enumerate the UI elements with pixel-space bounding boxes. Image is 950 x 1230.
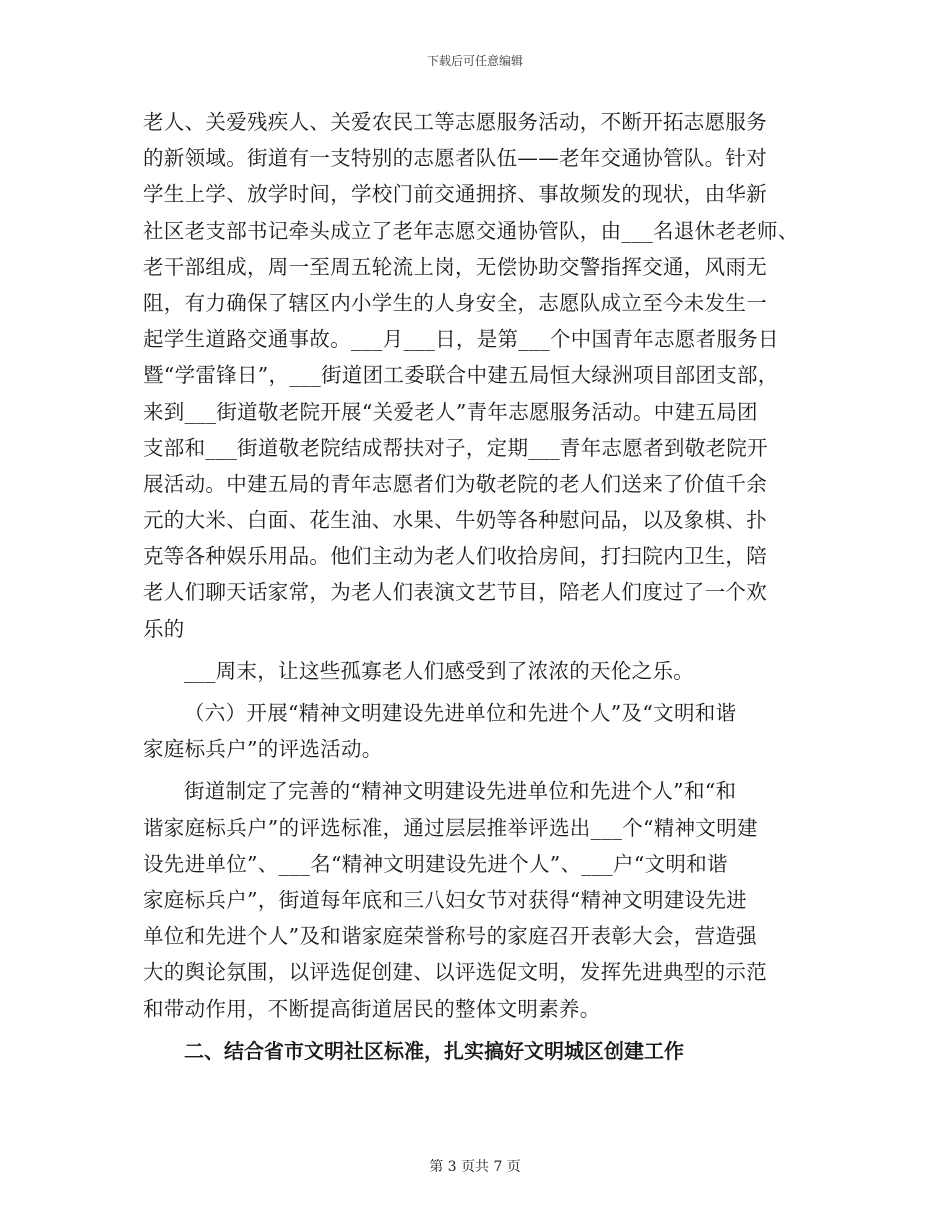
body-line: 支部和___街道敬老院结成帮扶对子，定期___青年志愿者到敬老院开	[143, 435, 768, 460]
body-line: 单位和先进个人”及和谐家庭荣誉称号的家庭召开表彰大会，营造强	[143, 924, 757, 949]
body-line: 的新领域。街道有一支特别的志愿者队伍——老年交通协管队。针对	[143, 146, 767, 171]
body-line: 来到___街道敬老院开展“关爱老人”青年志愿服务活动。中建五局团	[143, 399, 758, 424]
body-line: 阻，有力确保了辖区内小学生的人身安全，志愿队成立至今未发生一	[143, 290, 767, 315]
body-line: 大的舆论氛围，以评选促创建、以评选促文明，发挥先进典型的示范	[143, 960, 767, 985]
section-heading: 二、结合省市文明社区标准，扎实搞好文明城区创建工作	[184, 1038, 684, 1063]
body-line: 和带动作用，不断提高街道居民的整体文明素养。	[143, 996, 601, 1021]
section-title-line: 家庭标兵户”的评选活动。	[143, 737, 383, 762]
body-line: 老干部组成，周一至周五轮流上岗，无偿协助交警指挥交通，风雨无	[143, 254, 767, 279]
body-line: 暨“学雷锋日”，___街道团工委联合中建五局恒大绿洲项目部团支部，	[143, 363, 779, 388]
body-line: 家庭标兵户”，街道每年底和三八妇女节对获得“精神文明建设先进	[143, 887, 747, 912]
page-footer: 第 3 页共 7 页	[429, 1159, 521, 1175]
body-line: 设先进单位”、___名“精神文明建设先进个人”、___户“文明和谐	[143, 851, 728, 876]
body-line: ___周末，让这些孤寡老人们感受到了浓浓的天伦之乐。	[184, 658, 695, 683]
body-line: 展活动。中建五局的青年志愿者们为敬老院的老人们送来了价值千余	[143, 471, 767, 496]
body-line: 元的大米、白面、花生油、水果、牛奶等各种慰问品，以及象棋、扑	[143, 508, 767, 533]
page-header: 下载后可任意编辑	[426, 54, 523, 68]
body-line: 克等各种娱乐用品。他们主动为老人们收拾房间，打扫院内卫生，陪	[143, 544, 767, 569]
body-line: 老人们聊天话家常，为老人们表演文艺节目，陪老人们度过了一个欢	[143, 580, 767, 605]
body-line: 学生上学、放学时间，学校门前交通拥挤、事故频发的现状，由华新	[143, 182, 767, 207]
body-line: 老人、关爱残疾人、关爱农民工等志愿服务活动，不断开拓志愿服务	[143, 110, 767, 134]
body-line: 街道制定了完善的“精神文明建设先进单位和先进个人”和“和	[184, 779, 737, 804]
body-line: 谐家庭标兵户”的评选标准，通过层层推举评选出___个“精神文明建	[143, 815, 758, 840]
body-line: 乐的	[143, 616, 185, 641]
body-line: 社区老支部书记牵头成立了老年志愿交通协管队，由___名退休老老师、	[143, 218, 799, 243]
body-line: 起学生道路交通事故。___月___日，是第___个中国青年志愿者服务日	[143, 327, 779, 352]
document-body	[143, 104, 808, 1071]
section-title-line: （六）开展“精神文明建设先进单位和先进个人”及“文明和谐	[184, 701, 737, 725]
